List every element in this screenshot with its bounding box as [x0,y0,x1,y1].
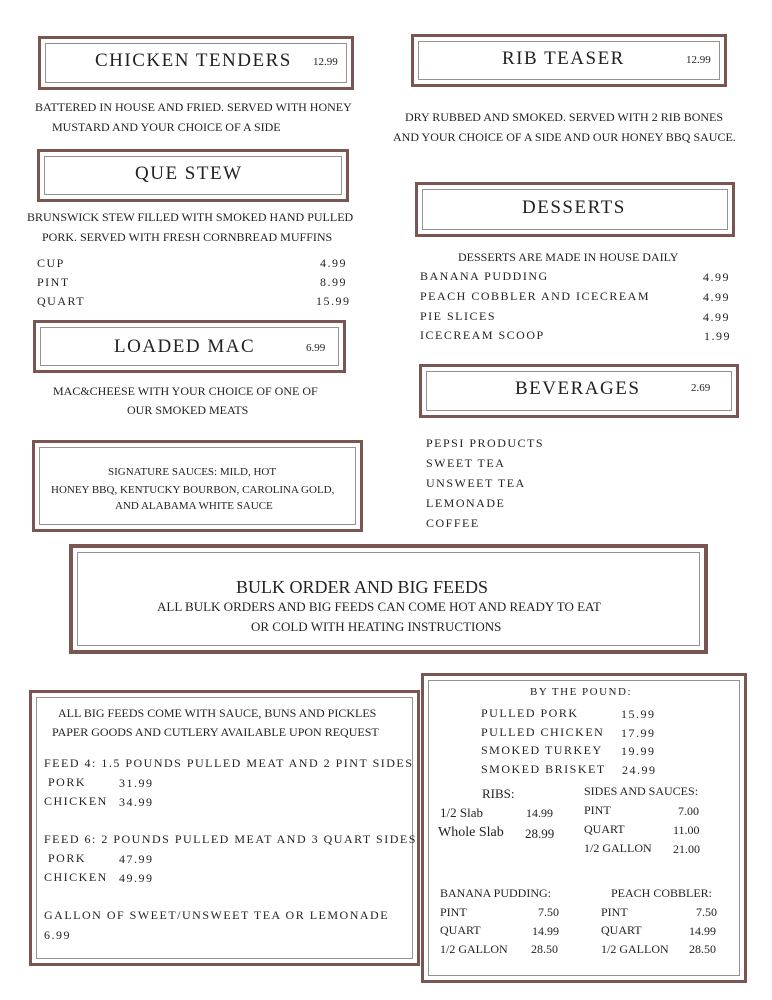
beverage-item: LEMONADE [426,496,506,510]
bulk-line-1: ALL BULK ORDERS AND BIG FEEDS CAN COME HOT AND READY TO EAT [157,599,601,614]
rib-item: Whole Slab [438,825,504,840]
rib-item: 1/2 Slab [440,805,483,820]
sides-title: SIDES AND SAUCES: [584,784,699,798]
sides-item: PINT [584,803,611,817]
beverages-title: BEVERAGES [515,378,641,399]
by-pound-item: SMOKED BRISKET [481,762,606,776]
dessert-price: 4.99 [703,310,730,324]
banana-item: 1/2 GALLON [440,942,508,956]
rib-teaser-title: RIB TEASER [502,48,625,69]
feed4-price: 34.99 [119,795,154,809]
sauces-line-3: AND ALABAMA WHITE SAUCE [115,500,273,512]
sides-price: 7.00 [678,804,699,818]
by-pound-price: 17.99 [621,726,656,740]
sauces-line-1: SIGNATURE SAUCES: MILD, HOT [108,466,277,478]
beverage-item: SWEET TEA [426,456,506,470]
feed6-price: 47.99 [119,852,154,866]
rib-teaser-price: 12.99 [686,54,711,66]
que-stew-item: CUP [37,256,65,270]
que-stew-item: QUART [37,294,86,308]
loaded-mac-price: 6.99 [306,342,326,354]
dessert-item: PIE SLICES [420,309,497,323]
banana-item: QUART [440,923,481,937]
peach-price: 14.99 [689,924,716,938]
banana-price: 14.99 [532,924,559,938]
dessert-price: 4.99 [703,290,730,304]
peach-title: PEACH COBBLER: [611,886,713,900]
sides-item: 1/2 GALLON [584,841,652,855]
rib-price: 14.99 [526,806,553,820]
beverages-price: 2.69 [691,382,711,394]
dessert-price: 1.99 [704,329,731,343]
feed4-price: 31.99 [119,776,154,790]
sauces-line-2: HONEY BBQ, KENTUCKY BOURBON, CAROLINA GOLD, [51,484,335,496]
peach-item: QUART [601,923,642,937]
dessert-item: BANANA PUDDING [420,269,549,283]
que-stew-item: PINT [37,275,70,289]
que-stew-price: 4.99 [320,256,347,270]
dessert-item: PEACH COBBLER AND ICECREAM [420,289,651,303]
banana-item: PINT [440,905,467,919]
beverage-item: UNSWEET TEA [426,476,526,490]
desserts-note: DESSERTS ARE MADE IN HOUSE DAILY [458,250,679,264]
ribs-title: RIBS: [482,786,515,801]
by-pound-price: 19.99 [621,744,656,758]
loaded-mac-desc-1: MAC&CHEESE WITH YOUR CHOICE OF ONE OF [53,384,318,398]
feed6-price: 49.99 [119,871,154,885]
feed4-title: FEED 4: 1.5 POUNDS PULLED MEAT AND 2 PINT SIDES [44,756,414,770]
que-stew-desc-1: BRUNSWICK STEW FILLED WITH SMOKED HAND PULLED [27,210,354,224]
big-feeds-intro-2: PAPER GOODS AND CUTLERY AVAILABLE UPON REQUEST [52,725,379,739]
bulk-line-2: OR COLD WITH HEATING INSTRUCTIONS [251,619,502,634]
loaded-mac-desc-2: OUR SMOKED MEATS [127,403,249,417]
by-pound-price: 15.99 [621,707,656,721]
rib-teaser-desc-1: DRY RUBBED AND SMOKED. SERVED WITH 2 RIB BONES [405,110,724,124]
by-pound-item: SMOKED TURKEY [481,743,603,757]
peach-item: PINT [601,905,628,919]
dessert-item: ICECREAM SCOOP [420,328,545,342]
beverage-item: COFFEE [426,516,480,530]
chicken-tenders-desc-2: MUSTARD AND YOUR CHOICE OF A SIDE [52,120,281,134]
chicken-tenders-desc-1: BATTERED IN HOUSE AND FRIED. SERVED WITH HONEY [35,100,352,114]
gallon-price: 6.99 [44,928,71,942]
que-stew-title: QUE STEW [135,163,243,184]
que-stew-price: 15.99 [316,294,351,308]
feed4-item: CHICKEN [44,794,108,808]
gallon-title: GALLON OF SWEET/UNSWEET TEA OR LEMONADE [44,908,390,922]
feed6-title: FEED 6: 2 POUNDS PULLED MEAT AND 3 QUART SIDES [44,832,417,846]
sides-price: 21.00 [673,842,700,856]
rib-teaser-desc-2: AND YOUR CHOICE OF A SIDE AND OUR HONEY BBQ SAUCE. [393,130,736,144]
banana-price: 28.50 [531,942,558,956]
rib-price: 28.99 [525,826,555,841]
sides-price: 11.00 [673,823,700,837]
by-pound-item: PULLED PORK [481,706,579,720]
feed6-item: PORK [48,851,87,865]
bulk-title: BULK ORDER AND BIG FEEDS [236,577,489,597]
beverage-item: PEPSI PRODUCTS [426,436,545,450]
desserts-title: DESSERTS [522,197,626,218]
by-pound-title: BY THE POUND: [530,686,633,698]
feed4-item: PORK [48,775,87,789]
loaded-mac-title: LOADED MAC [114,336,256,357]
by-pound-item: PULLED CHICKEN [481,725,605,739]
sides-item: QUART [584,822,625,836]
peach-price: 7.50 [696,905,717,919]
que-stew-desc-2: PORK. SERVED WITH FRESH CORNBREAD MUFFINS [42,230,333,244]
chicken-tenders-price: 12.99 [313,56,338,68]
peach-item: 1/2 GALLON [601,942,669,956]
banana-price: 7.50 [538,905,559,919]
peach-price: 28.50 [689,942,716,956]
banana-title: BANANA PUDDING: [440,886,552,900]
dessert-price: 4.99 [703,270,730,284]
big-feeds-intro-1: ALL BIG FEEDS COME WITH SAUCE, BUNS AND PICKLES [58,706,377,720]
feed6-item: CHICKEN [44,870,108,884]
que-stew-price: 8.99 [320,275,347,289]
chicken-tenders-title: CHICKEN TENDERS [95,50,292,71]
by-pound-price: 24.99 [622,763,657,777]
